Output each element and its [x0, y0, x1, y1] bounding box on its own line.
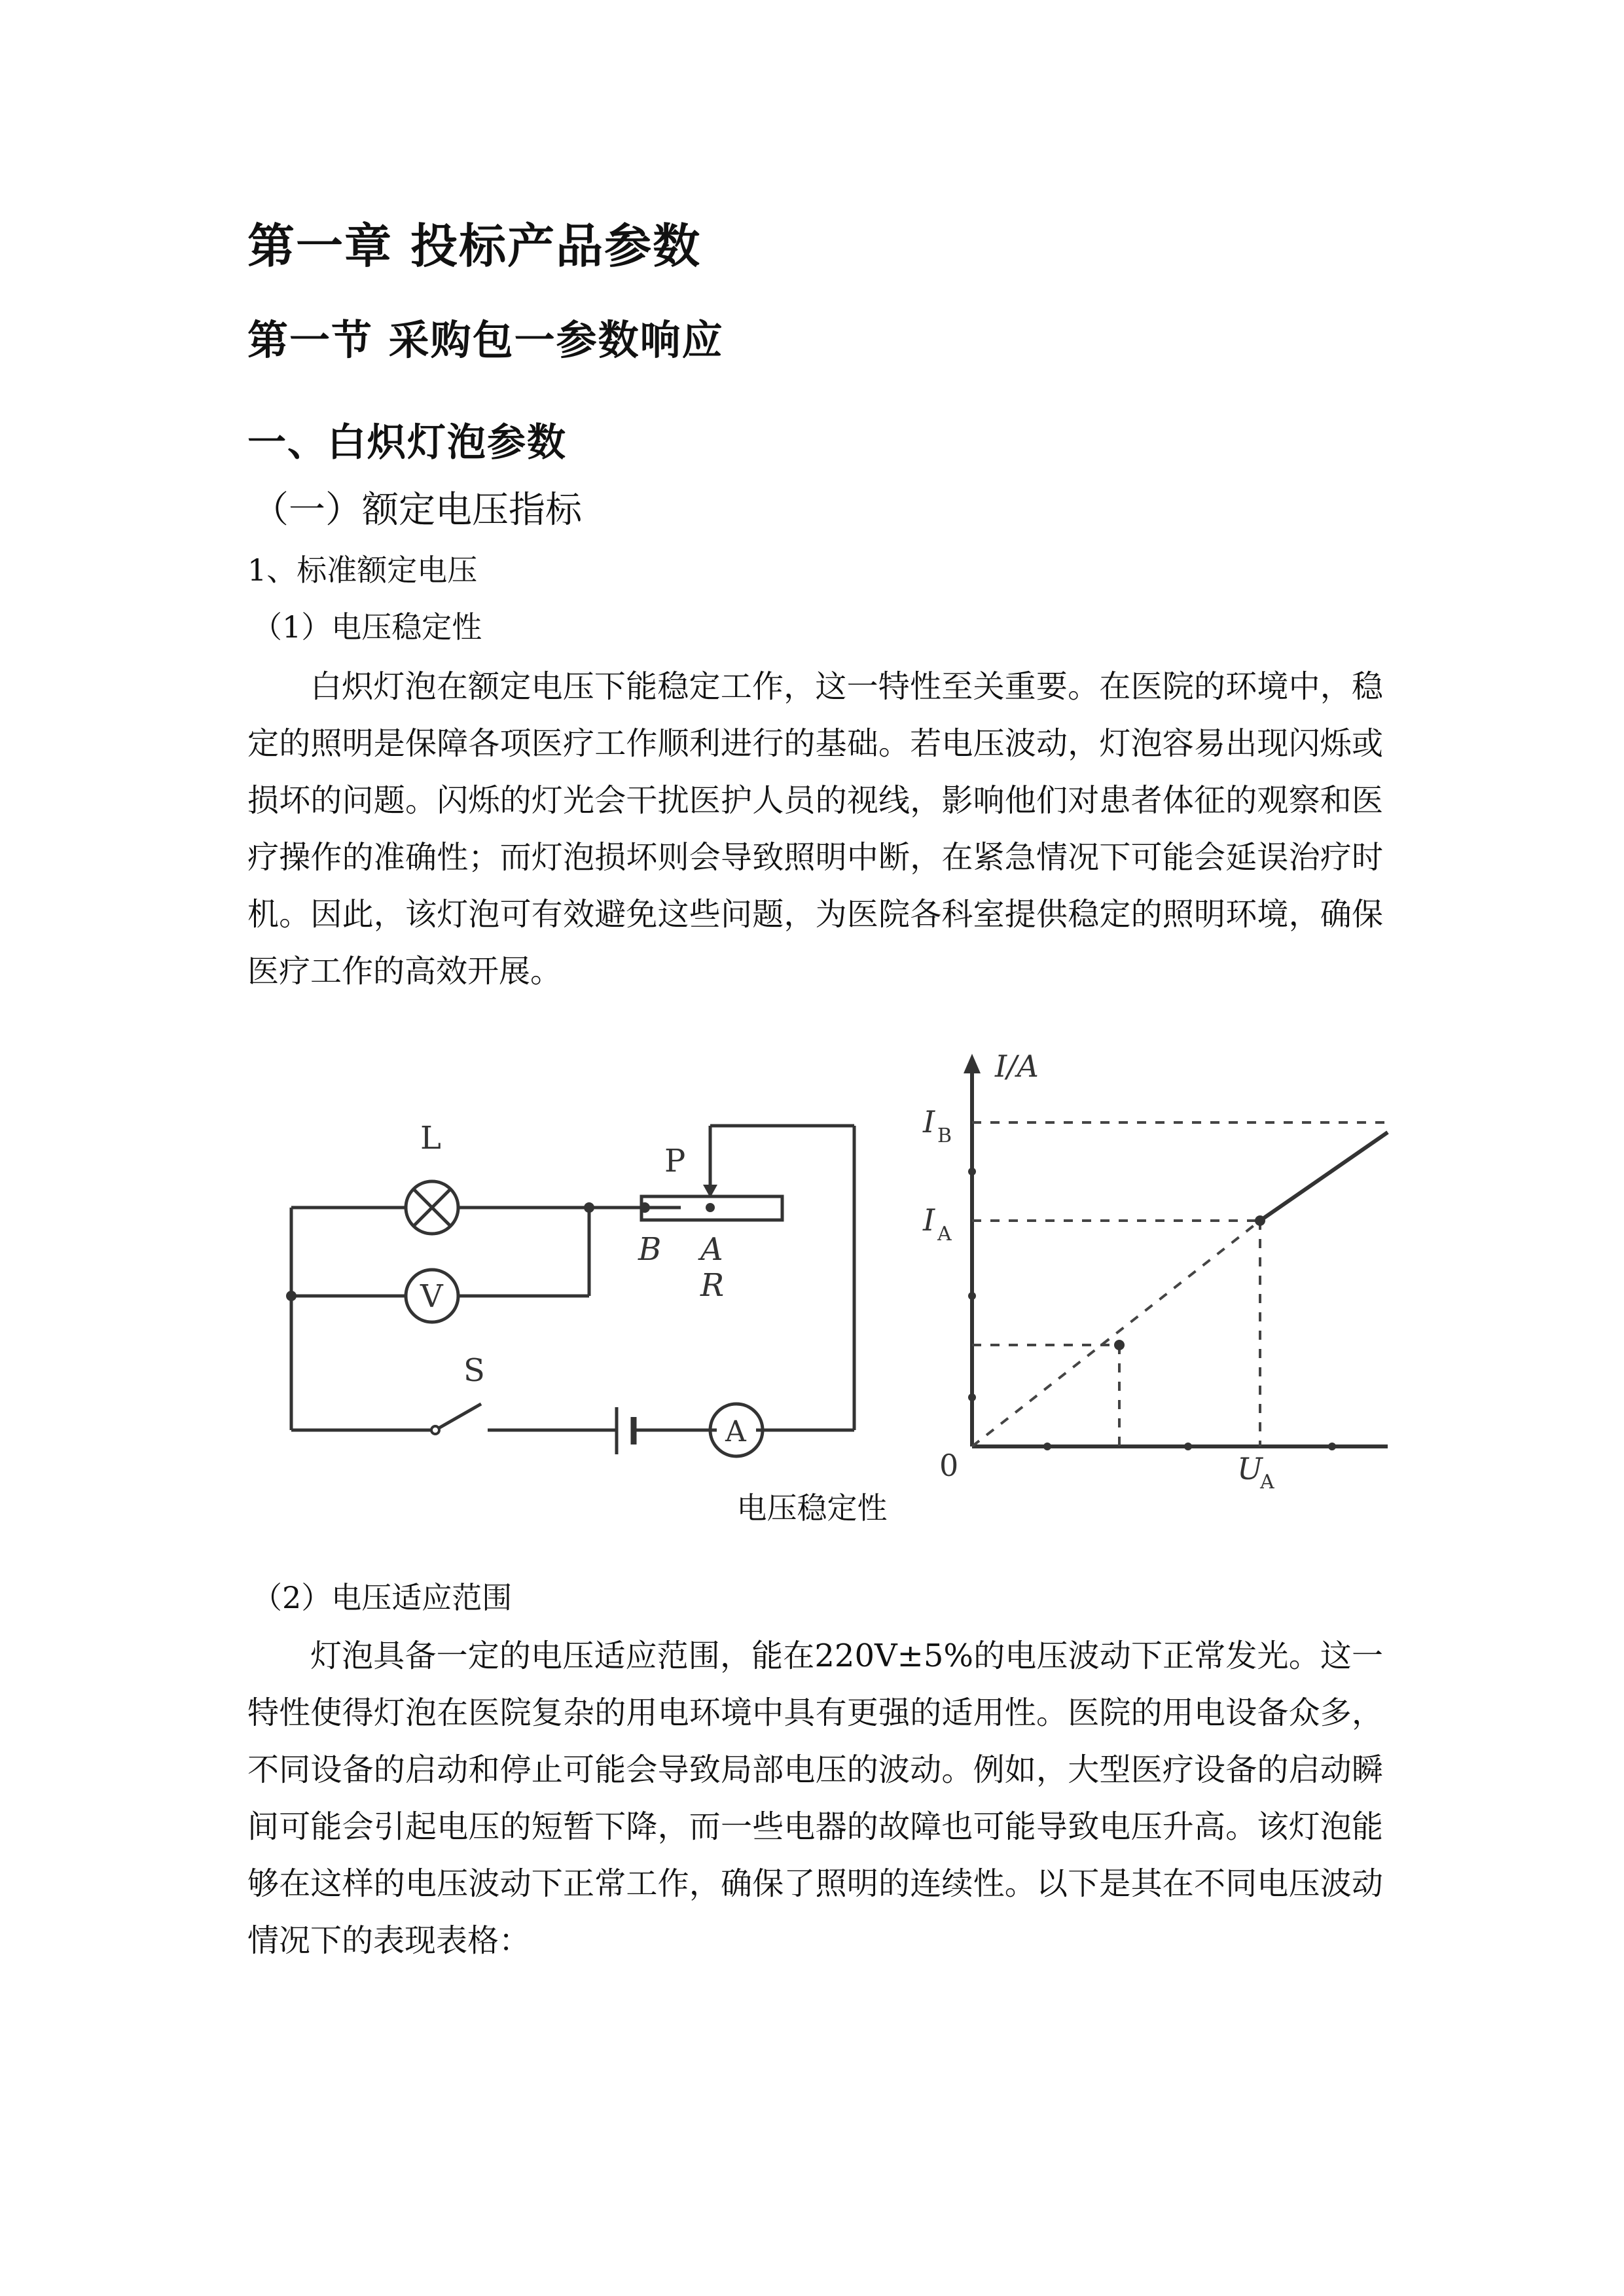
graph-y-axis-label: I/A — [995, 1049, 1039, 1084]
label-ammeter: A — [725, 1415, 746, 1448]
iu-graph — [922, 1049, 1388, 1494]
label-voltmeter: V — [420, 1278, 443, 1315]
figure-svg — [255, 1041, 1388, 1494]
figure-voltage-stability — [255, 1041, 1388, 1494]
graph-label-ua: U — [1237, 1451, 1263, 1486]
graph-label-ia-sub: A — [937, 1223, 952, 1246]
chapter-title: 第一章 投标产品参数 — [247, 219, 702, 274]
label-end-b: B — [638, 1231, 662, 1268]
label-end-a: A — [700, 1231, 723, 1268]
point1-title: （1）电压稳定性 — [252, 609, 482, 645]
point2-title: （2）电压适应范围 — [252, 1580, 513, 1615]
graph-label-ua-sub: A — [1260, 1471, 1274, 1494]
figure-caption: 电压稳定性 — [736, 1490, 888, 1526]
subsection-title: 一、白炽灯泡参数 — [247, 420, 568, 465]
graph-label-ib-sub: B — [937, 1124, 952, 1147]
graph-origin-label: 0 — [939, 1448, 959, 1483]
switch-icon — [435, 1404, 481, 1430]
point1-paragraph: 白炽灯泡在额定电压下能稳定工作，这一特性至关重要。在医院的环境中，稳定的照明是保障各项医疗工作顺利进行的基础。若电压波动，灯泡容易出现闪烁或损坏的问题。闪烁的灯光会干扰医护人员的视线，影响他们对患者体征的观察和医疗操作的准确性；而灯泡损坏则会导致照明中断，在紧急情况下可能会延误治疗时机。因此，该灯泡可有效避免这些问题，为医院各科室提供稳定的照明环境，确保医疗工作的高效开展。 — [247, 668, 1383, 990]
section-title: 第一节 采购包一参数响应 — [247, 316, 724, 364]
label-rheostat: R — [700, 1267, 725, 1304]
subitem-title: 1、标准额定电压 — [247, 552, 478, 588]
item-title: （一）额定电压指标 — [252, 489, 582, 531]
label-switch: S — [463, 1352, 485, 1389]
battery-icon — [617, 1407, 634, 1454]
label-slider: P — [664, 1143, 686, 1179]
label-lamp: L — [420, 1120, 441, 1157]
point2-paragraph: 灯泡具备一定的电压适应范围，能在220V±5%的电压波动下正常发光。这一特性使得灯泡在医院复杂的用电环境中具有更强的适用性。医院的用电设备众多，不同设备的启动和停止可能会导致局部电压的波动。例如，大型医疗设备的启动瞬间可能会引起电压的短暂下降，而一些电器的故障也可能导致电压升高。该灯泡能够在这样的电压波动下正常工作，确保了照明的连续性。以下是其在不同电压波动情况下的表现表格： — [247, 1638, 1383, 1959]
circuit-diagram — [291, 1126, 854, 1456]
graph-label-ib: I — [923, 1104, 935, 1139]
graph-label-ia: I — [923, 1202, 935, 1238]
